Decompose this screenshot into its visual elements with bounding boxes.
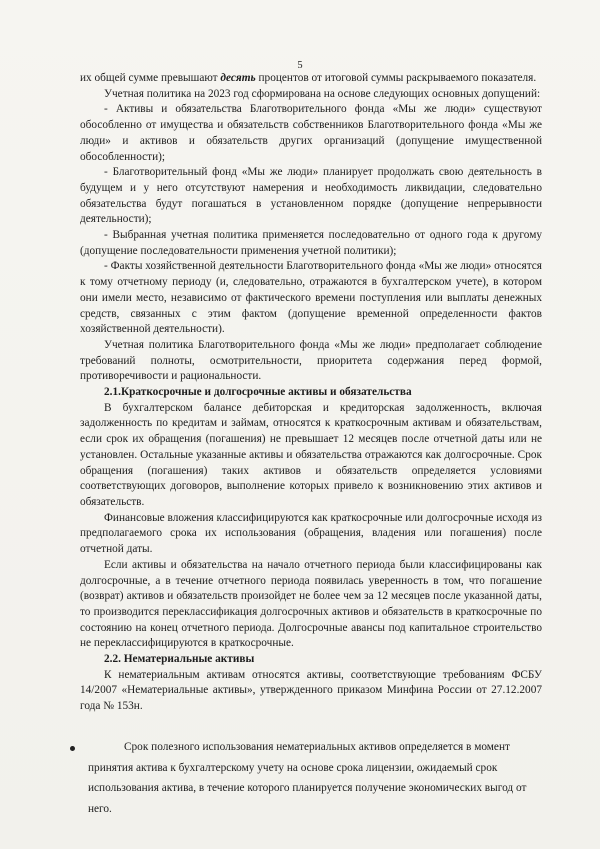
document-body [80, 71, 542, 715]
paragraph-continuation [80, 71, 542, 87]
paragraph-2-2-intangibles: К нематериальным активам относятся активы, соответствующие требованиям ФСБУ 14/2007 «Нематериальные активы», утвержденного приказом Минфина России от 27.12.2007 года № 153н. [80, 668, 542, 713]
bullet-dot-icon [70, 746, 75, 751]
paragraph-2-1-reclassification: Если активы и обязательства на начало отчетного периода были классифицированы как долгосрочные, а в течение отчетного периода появилась уверенность в том, что погашение (возврат) активов и обязательств произойдет не более чем за 12 месяцев после указанной даты, то производится переклассификация долгосрочных активов и обязательств в краткосрочные по состоянию на конец отчетного периода. Долгосрочные авансы под капитальное строительство не переклассифицируются в краткосрочные. [80, 558, 542, 650]
paragraph-text: процентов от итоговой суммы раскрываемого показателя. [255, 72, 537, 84]
paragraph-assumption-4: - Факты хозяйственной деятельности Благотворительного фонда «Мы же люди» относятся к тому отчетному периоду (и, следовательно, отражаются в бухгалтерском учете), в котором они имели место, независимо от фактического времени поступления или выплаты денежных средств, связанных с этим фактом (допущение временной определенности фактов хозяйственной деятельности). [80, 260, 542, 336]
section-heading-2-1: 2.1.Краткосрочные и долгосрочные активы и обязательства [104, 386, 412, 399]
paragraph-2-1-investments: Финансовые вложения классифицируются как краткосрочные или долгосрочные исходя из предполагаемого срока их использования (обращения, владения или погашения) после отчетной даты. [80, 511, 542, 556]
page-number: 5 [297, 60, 303, 71]
paragraph-assumption-3: - Выбранная учетная политика применяется последовательно от одного года к другому (допущение последовательности применения учетной политики); [80, 229, 542, 257]
section-heading-2-2: 2.2. Нематериальные активы [104, 653, 255, 666]
paragraph-2-1-balance: В бухгалтерском балансе дебиторская и кредиторская задолженность, включая задолженность по кредитам и займам, относятся к краткосрочным активам и обязательствам, если срок их обращения (погашения) не превышает 12 месяцев после отчетной даты или не установлен. Остальные указанные активы и обязательства отражаются как долгосрочные. Срок обращения (погашения) таких активов и обязательств определяется условиями соответствующих договоров, выполнение которых привело к возникновению этих активов и обязательств. [80, 401, 542, 508]
paragraph-policy-requirements: Учетная политика Благотворительного фонда «Мы же люди» предполагает соблюдение требований полноты, осмотрительности, приоритета содержания перед формой, противоречивости и рациональности. [80, 338, 542, 383]
paragraph-assumptions-intro: Учетная политика на 2023 год сформирована на основе следующих основных допущений: [104, 87, 541, 100]
paragraph-2-2-useful-life: Срок полезного использования нематериальных активов определяется в момент принятия актива к бухгалтерскому учету на основе срока лицензии, ожидаемый срок использования актива, в течение которого планируется получение экономических выгод от него. [88, 741, 527, 815]
emphasis-word: десять [220, 72, 256, 84]
paragraph-assumption-2: - Благотворительный фонд «Мы же люди» планирует продолжать свою деятельность в будущем и у него отсутствуют намерения и необходимость ликвидации, следовательно обязательства будут погашаться в установленном порядке (допущение непрерывности деятельности); [80, 166, 542, 226]
paragraph-assumption-1: - Активы и обязательства Благотворительного фонда «Мы же люди» существуют обособленно от имущества и обязательств собственников Благотворительного фонда «Мы же люди» и активов и обязательств других организаций (допущение имущественной обособленности); [80, 103, 542, 163]
inserted-paragraph [88, 737, 542, 819]
paragraph-text: их общей сумме превышают [80, 72, 221, 84]
